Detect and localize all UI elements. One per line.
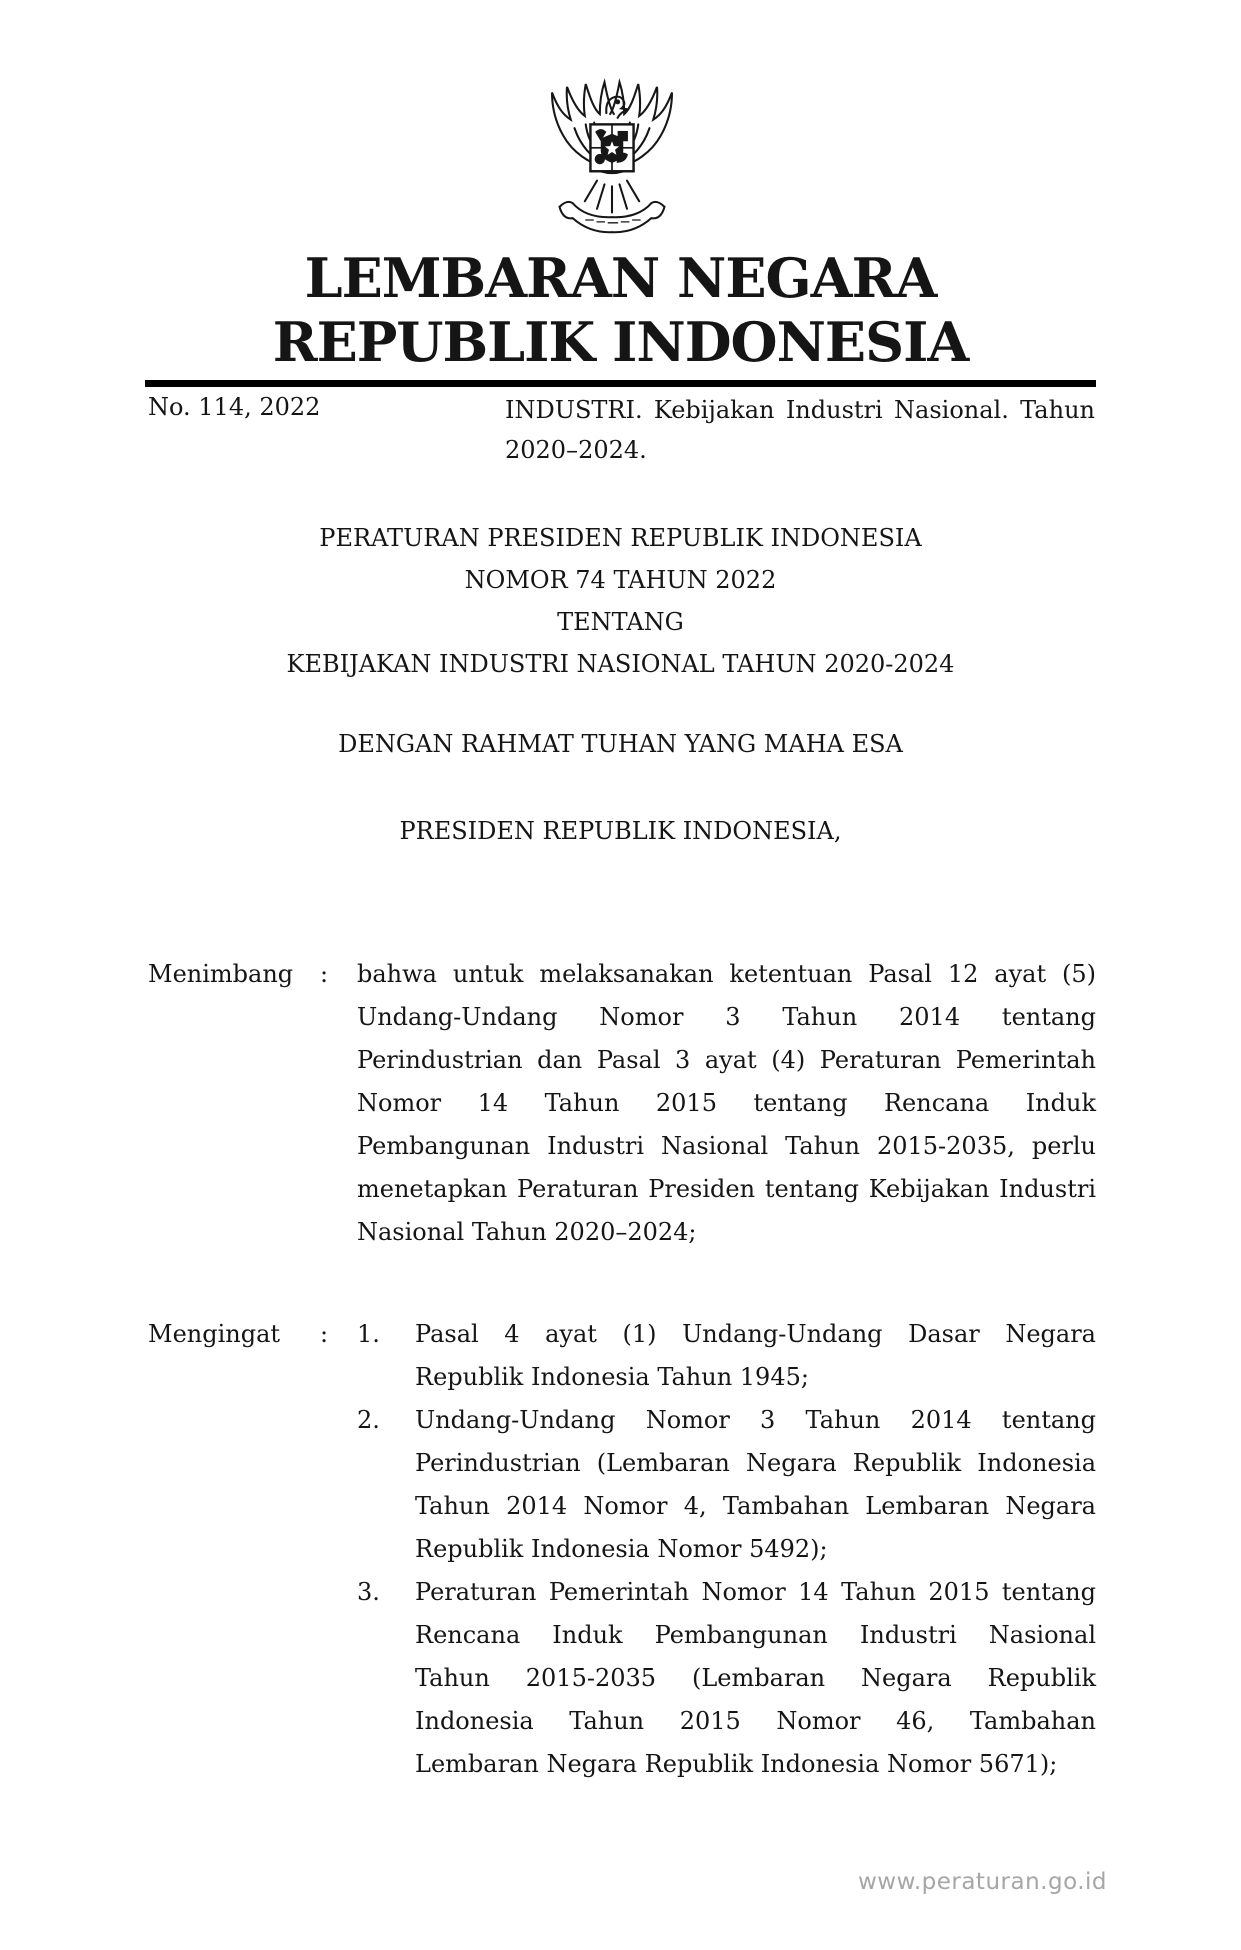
legal-basis-section: [148, 1313, 1096, 1786]
text-line: Republik Indonesia Tahun 1945;: [415, 1363, 809, 1391]
gazette-subject: [505, 390, 1095, 470]
text-line: bahwa untuk melaksanakan ketentuan Pasal 12 ayat (5): [357, 960, 1096, 988]
item-number: 2.: [357, 1406, 380, 1434]
regulation-title: [0, 517, 1241, 685]
text-line: menetapkan Peraturan Presiden tentang Kebijakan Industri: [357, 1175, 1096, 1203]
text-line: Nasional Tahun 2020–2024;: [357, 1218, 697, 1246]
text-line: Tahun 2014 Nomor 4, Tambahan Lembaran Negara: [415, 1492, 1096, 1520]
issuer-line: PRESIDEN REPUBLIK INDONESIA,: [399, 817, 842, 845]
text-line: KEBIJAKAN INDUSTRI NASIONAL TAHUN 2020-2024: [286, 650, 955, 678]
text-line: Undang-Undang Nomor 3 Tahun 2014 tentang: [357, 1003, 1096, 1031]
considering-paragraph: [357, 953, 1096, 1254]
item-text: [415, 1399, 1096, 1571]
watermark-url: www.peraturan.go.id: [858, 1869, 1108, 1895]
gazette-number: No. 114, 2022: [148, 393, 321, 421]
item-text: [415, 1313, 1096, 1399]
text-line: Rencana Induk Pembangunan Industri Nasional: [415, 1621, 1096, 1649]
item-text: [415, 1571, 1096, 1786]
text-line: NOMOR 74 TAHUN 2022: [464, 566, 777, 594]
text-line: LEMBARAN NEGARA: [304, 246, 937, 310]
text-line: PERATURAN PRESIDEN REPUBLIK INDONESIA: [319, 524, 922, 552]
text-line: Pasal 4 ayat (1) Undang-Undang Dasar Negara: [415, 1320, 1096, 1348]
item-number: 3.: [357, 1578, 380, 1606]
legal-basis-list: [357, 1313, 1096, 1786]
text-line: Peraturan Pemerintah Nomor 14 Tahun 2015 tentang: [415, 1578, 1096, 1606]
text-line: Tahun 2015-2035 (Lembaran Negara Republik: [415, 1664, 1096, 1692]
legal-basis-item: [357, 1571, 1096, 1786]
legal-basis-label: Mengingat: [148, 1320, 281, 1348]
text-line: Nomor 14 Tahun 2015 tentang Rencana Induk: [357, 1089, 1096, 1117]
considering-section: [148, 953, 1096, 1254]
garuda-svg: [537, 74, 687, 246]
legal-basis-colon: :: [320, 1320, 329, 1348]
masthead-rule: [145, 380, 1096, 387]
garuda-emblem-icon: [537, 74, 687, 246]
text-line: REPUBLIK INDONESIA: [272, 310, 969, 374]
legal-basis-item: [357, 1313, 1096, 1399]
masthead-title: [0, 246, 1241, 374]
invocation-line: DENGAN RAHMAT TUHAN YANG MAHA ESA: [338, 730, 903, 758]
text-line: Perindustrian (Lembaran Negara Republik Indonesia: [415, 1449, 1096, 1477]
pancasila-shield: [590, 124, 633, 171]
text-line: Perindustrian dan Pasal 3 ayat (4) Peraturan Pemerintah: [357, 1046, 1096, 1074]
text-line: Republik Indonesia Nomor 5492);: [415, 1535, 828, 1563]
text-line: Indonesia Tahun 2015 Nomor 46, Tambahan: [415, 1707, 1096, 1735]
text-line: Lembaran Negara Republik Indonesia Nomor 5671);: [415, 1750, 1058, 1778]
text-line: INDUSTRI. Kebijakan Industri Nasional. Tahun: [505, 396, 1095, 424]
text-line: 2020–2024.: [505, 436, 647, 464]
text-line: Pembangunan Industri Nasional Tahun 2015-2035, perlu: [357, 1132, 1096, 1160]
text-line: Undang-Undang Nomor 3 Tahun 2014 tentang: [415, 1406, 1096, 1434]
text-line: TENTANG: [557, 608, 684, 636]
considering-label: Menimbang: [148, 960, 294, 988]
considering-colon: :: [320, 960, 329, 988]
legal-basis-item: [357, 1399, 1096, 1571]
item-number: 1.: [357, 1320, 380, 1348]
